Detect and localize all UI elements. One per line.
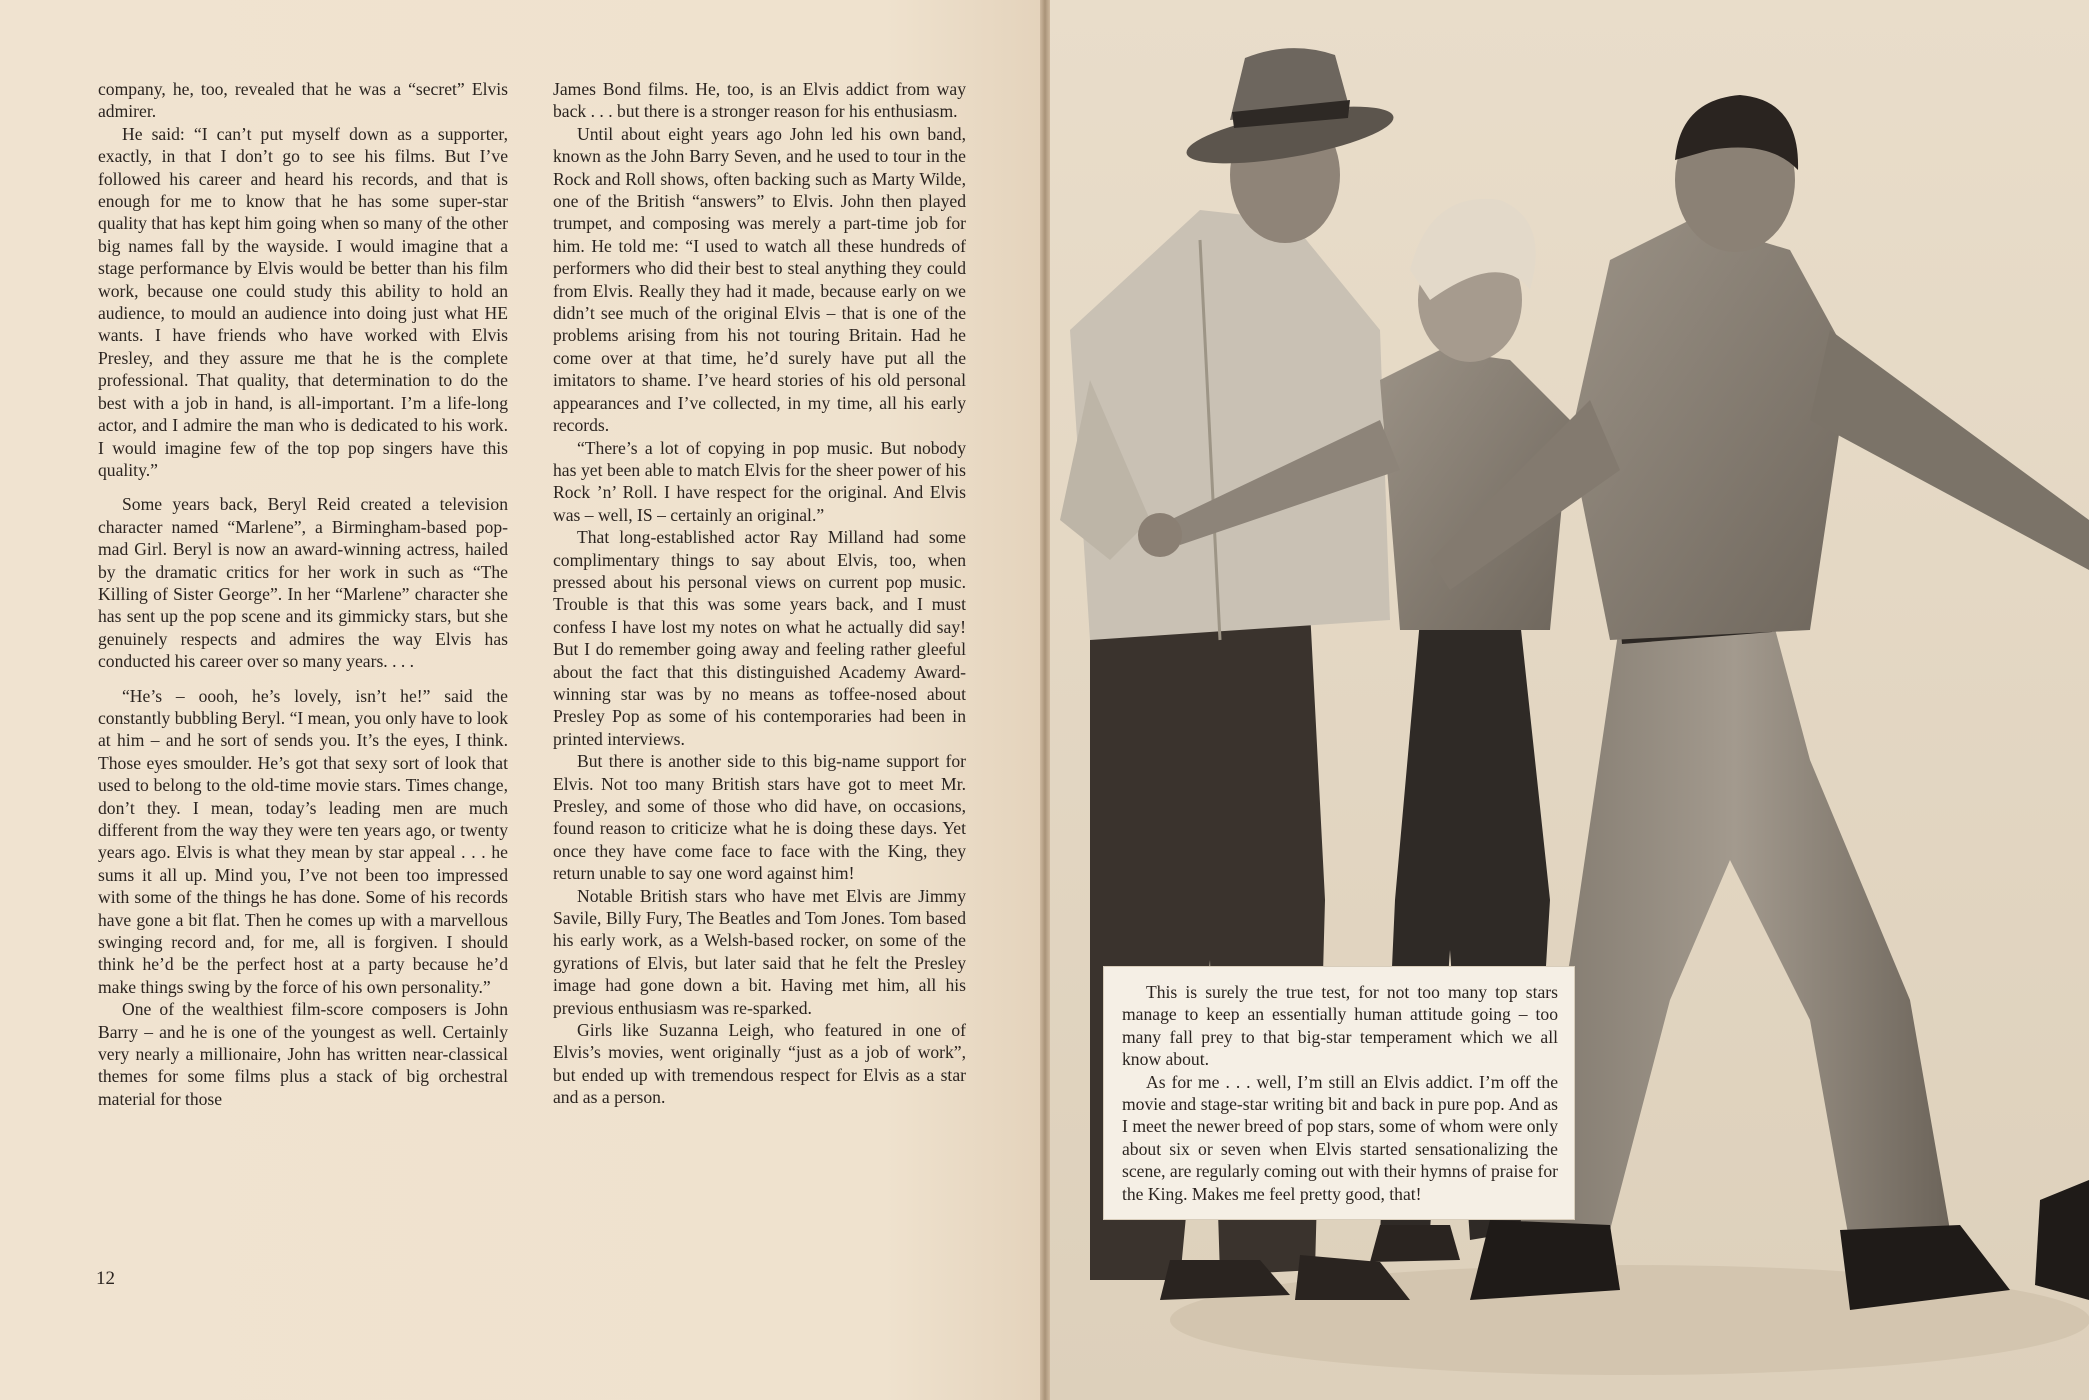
caption-paragraph: As for me . . . well, I’m still an Elvis addict. I’m off the movie and stage-star writing bit and back in pure pop. And as I meet the newer breed of pop stars, some of whom were only about six or seven when Elvis started sensationalizing the scene, are regularly coming out with their hymns of praise for the King. Makes me feel pretty good, that! <box>1122 1071 1558 1204</box>
book-spine <box>1040 0 1050 1400</box>
paragraph: One of the wealthiest film-score composers is John Barry – and he is one of the youngest as well. Certainly very nearly a millionaire, John has written near-classical themes for some films plus a stack of big orchestral material for those <box>98 999 508 1109</box>
paragraph: “There’s a lot of copying in pop music. But nobody has yet been able to match Elvis for the sheer power of his Rock ’n’ Roll. I have respect for the original. And Elvis was – well, IS – certainly an original.” <box>553 437 966 525</box>
paragraph: He said: “I can’t put myself down as a supporter, exactly, in that I don’t go to see his films. But I’ve followed his career and heard his records, and that is enough for me to know that he has some super-star quality that has kept him going when so many of the other big names fall by the wayside. I would imagine that a stage performance by Elvis would be better than his film work, because one could study this ability to hold an audience, to mould an audience into doing just what HE wants. I have friends who have worked with Elvis Presley, and they assure me that he is the complete professional. That quality, that determination to do the best with a job in hand, is all-important. I’m a life-long actor, and I admire the man who is dedicated to his work. I would imagine few of the top pop singers have this quality.” <box>98 123 508 480</box>
paragraph: Until about eight years ago John led his own band, known as the John Barry Seven, and he used to tour in the Rock and Roll shows, often backing such as Marty Wilde, one of the British “answers” to Elvis. John then played trumpet, and composing was merely a part-time job for him. He told me: “I used to watch all these hundreds of performers who did their best to steal anything they could from Elvis. Really they had it made, because early on we didn’t see much of the original Elvis – that is one of the problems arising from his not touring Britain. Had he come over at that time, he’d surely have put all the imitators to shame. I’ve heard stories of his old personal appearances and I’ve collected, in my time, all his early records. <box>553 123 966 436</box>
page-number: 12 <box>96 1268 115 1289</box>
paragraph: company, he, too, revealed that he was a “secret” Elvis admirer. <box>98 79 508 122</box>
paragraph: Notable British stars who have met Elvis are Jimmy Savile, Billy Fury, The Beatles and Tom Jones. Tom based his early work, as a Welsh-based rocker, on some of the gyrations of Elvis, but later said that he felt the Presley image had gone down a bit. Having met him, all his previous enthusiasm was re-sparked. <box>553 885 966 1018</box>
paragraph: But there is another side to this big-name support for Elvis. Not too many British stars have got to meet Mr. Presley, and some of those who did have, on occasions, found reason to criticize what he is doing these days. Yet once they have come face to face with the King, they return unable to say one word against him! <box>553 751 966 884</box>
left-page <box>0 0 1040 1400</box>
paragraph: Girls like Suzanna Leigh, who featured in one of Elvis’s movies, went originally “just as a job of work”, but ended up with tremendous respect for Elvis as a star and as a person. <box>553 1020 966 1108</box>
caption-paragraph: This is surely the true test, for not too many top stars manage to keep an essentially human attitude going – too many fall prey to that big-star temperament which we all know about. <box>1122 982 1558 1070</box>
article-column-2 <box>553 78 966 1109</box>
paragraph: Some years back, Beryl Reid created a television character named “Marlene”, a Birmingham-based pop-mad Girl. Beryl is now an award-winning actress, hailed by the dramatic critics for her work in such as “The Killing of Sister George”. In her “Marlene” character she has sent up the pop scene and its gimmicky stars, but she genuinely respects and admires the way Elvis has conducted his career over so many years. . . . <box>98 494 508 672</box>
caption-box <box>1104 967 1574 1219</box>
paragraph: That long-established actor Ray Milland had some complimentary things to say about Elvis, too, when pressed about his personal views on current pop music. Trouble is that this was some years back, and I must confess I have lost my notes on what he actually did say! But I do remember going away and feeling rather gleeful about the fact that this distinguished Academy Award-winning star was by no means as toffee-nosed about Presley Pop as some of his contemporaries had been in printed interviews. <box>553 527 966 749</box>
paragraph: “He’s – oooh, he’s lovely, isn’t he!” said the constantly bubbling Beryl. “I mean, you only have to look at him – and he sort of sends you. It’s the eyes, I think. Those eyes smoulder. He’s got that sexy sort of look that used to belong to the old-time movie stars. Times change, don’t they. I mean, today’s leading men are much different from the way they were ten years ago, or twenty years ago. Elvis is what they mean by star appeal . . . he sums it all up. Mind you, I’ve not been too impressed with some of the things he has done. Some of his records have gone a bit flat. Then he comes up with a marvellous swinging record and, for me, all is forgiven. I should think he’d be the perfect host at a party because he’d make things swing by the force of his own personality.” <box>98 685 508 997</box>
paragraph: James Bond films. He, too, is an Elvis addict from way back . . . but there is a stronger reason for his enthusiasm. <box>553 79 966 122</box>
article-column-1 <box>98 78 508 1110</box>
